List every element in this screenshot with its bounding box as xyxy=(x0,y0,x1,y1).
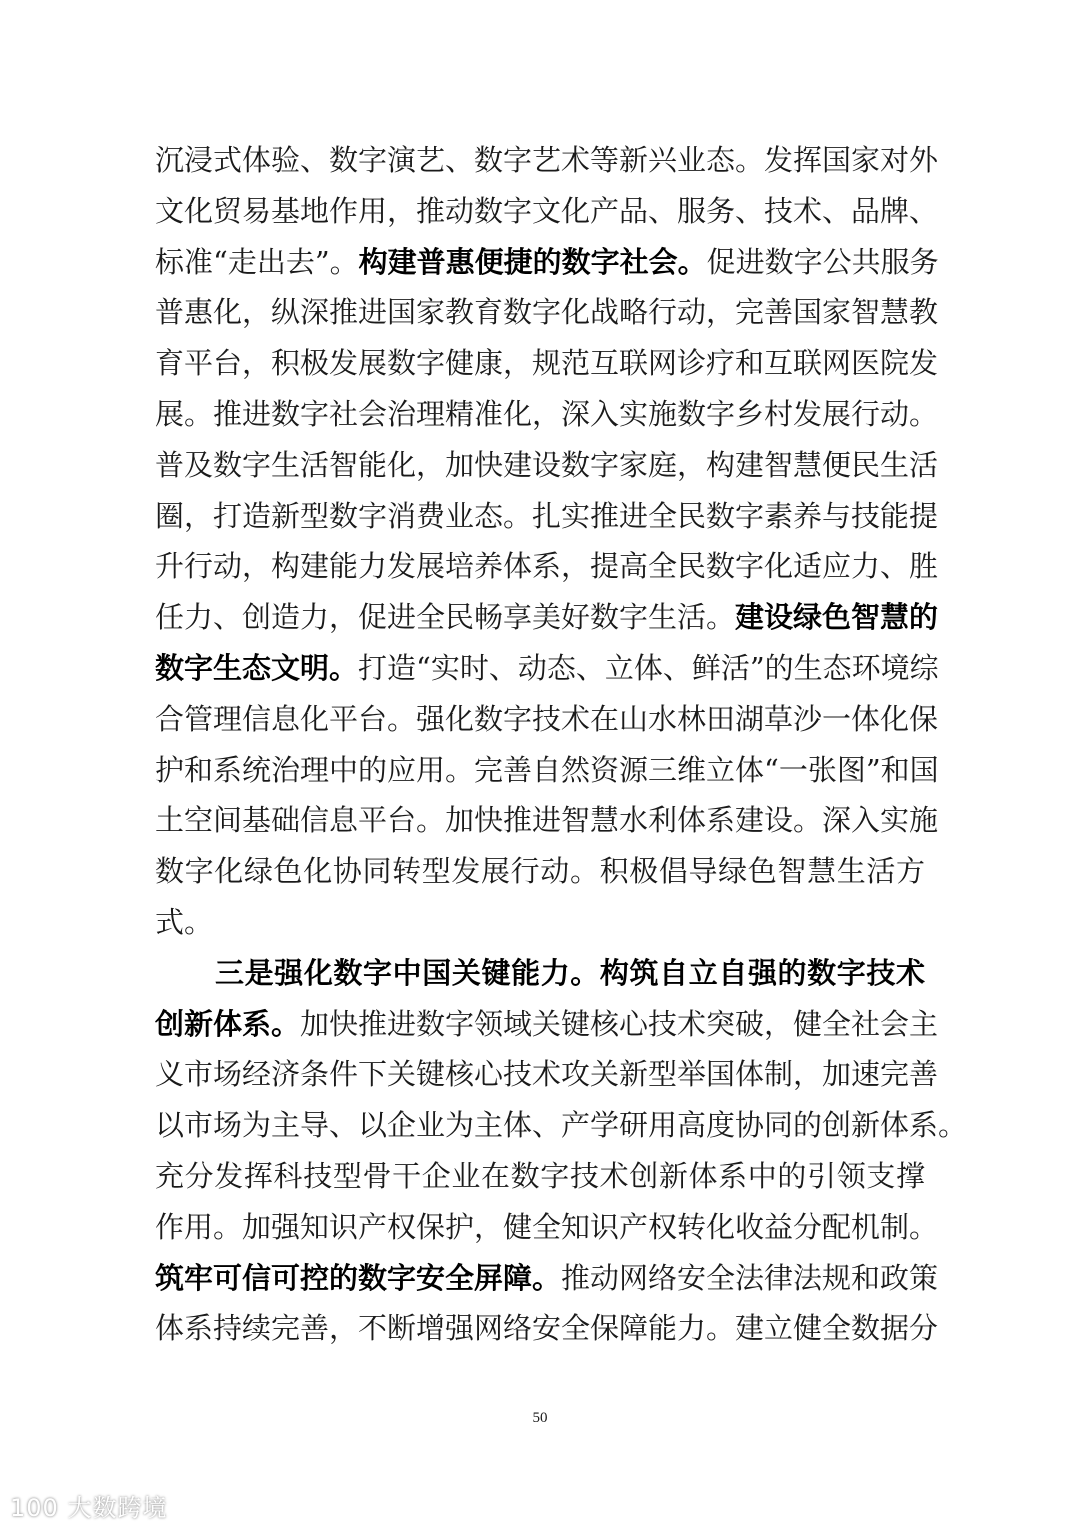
text-line xyxy=(155,1260,939,1295)
text-line xyxy=(155,447,939,482)
body-text: 推动网络安全法律法规和政策 xyxy=(561,1260,939,1295)
watermark-text: 大数跨境 xyxy=(67,1494,168,1522)
text-line xyxy=(155,1311,939,1346)
body-text: 圈，打造新型数字消费业态。扎实推进全民数字素养与技能提 xyxy=(155,498,939,533)
text-line xyxy=(155,193,939,228)
body-text: 加快推进数字领域关键核心技术突破，健全社会主 xyxy=(300,1006,939,1041)
body-text: 任力、创造力，促进全民畅享美好数字生活。 xyxy=(155,600,736,635)
text-line xyxy=(155,1209,939,1244)
text-line xyxy=(155,1057,939,1092)
text-line xyxy=(155,701,939,736)
text-line xyxy=(155,1159,925,1193)
bold-heading-text: 数字生态文明。 xyxy=(155,651,359,685)
body-text: 普及数字生活智能化，加快建设数字家庭，构建智慧便民生活 xyxy=(155,447,939,482)
watermark-logo-mark: 100 xyxy=(10,1494,59,1522)
text-line xyxy=(155,905,925,939)
body-text: 展。推进数字社会治理精准化，深入实施数字乡村发展行动。 xyxy=(155,397,939,431)
text-line xyxy=(155,1006,939,1041)
body-text: 以市场为主导、以企业为主体、产学研用高度协同的创新体系。 xyxy=(155,1108,968,1143)
body-text: 数字化绿色化协同转型发展行动。积极倡导绿色智慧生活方 xyxy=(155,854,925,889)
body-text: 土空间基础信息平台。加快推进智慧水利体系建设。深入实施 xyxy=(155,803,939,838)
text-line xyxy=(155,346,939,381)
body-text: 充分发挥科技型骨干企业在数字技术创新体系中的引领支撑 xyxy=(155,1159,925,1193)
body-text: 式。 xyxy=(155,905,214,939)
body-text: 标准“走出去”。 xyxy=(155,244,359,279)
body-text: 作用。加强知识产权保护，健全知识产权转化收益分配机制。 xyxy=(155,1209,939,1244)
body-text: 升行动，构建能力发展培养体系，提高全民数字化适应力、胜 xyxy=(155,549,939,584)
body-text: 文化贸易基地作用，推动数字文化产品、服务、技术、品牌、 xyxy=(155,193,939,228)
body-text: 普惠化，纵深推进国家教育数字化战略行动，完善国家智慧教 xyxy=(155,295,939,330)
body-text: 合管理信息化平台。强化数字技术在山水林田湖草沙一体化保 xyxy=(155,701,939,736)
text-line xyxy=(155,498,939,533)
watermark-logo xyxy=(10,1488,167,1523)
text-line xyxy=(155,752,939,787)
text-line xyxy=(155,600,939,635)
page-number: 50 xyxy=(532,1410,548,1426)
body-text: 育平台，积极发展数字健康，规范互联网诊疗和互联网医院发 xyxy=(155,346,939,381)
bold-heading-text: 构建普惠便捷的数字社会。 xyxy=(358,244,707,279)
text-line xyxy=(155,854,925,888)
text-line xyxy=(155,549,939,584)
bold-heading-text: 筑牢可信可控的数字安全屏障。 xyxy=(155,1260,562,1295)
bold-heading-text: 建设绿色智慧的 xyxy=(735,600,939,635)
text-line xyxy=(215,956,925,990)
text-line xyxy=(155,295,939,330)
bold-heading-text: 创新体系。 xyxy=(155,1006,301,1041)
body-text: 促进数字公共服务 xyxy=(706,244,939,279)
text-line xyxy=(155,244,939,279)
body-text: 打造“实时、动态、立体、鲜活”的生态环境综 xyxy=(358,651,939,685)
text-line xyxy=(155,651,939,685)
text-line xyxy=(155,143,939,177)
body-text: 体系持续完善，不断增强网络安全保障能力。建立健全数据分 xyxy=(155,1311,939,1346)
text-line xyxy=(155,1108,968,1143)
body-text: 义市场经济条件下关键核心技术攻关新型举国体制，加速完善 xyxy=(155,1057,939,1092)
bold-heading-text: 三是强化数字中国关键能力。构筑自立自强的数字技术 xyxy=(215,955,925,990)
body-text: 护和系统治理中的应用。完善自然资源三维立体“一张图”和国 xyxy=(155,752,939,787)
body-text: 沉浸式体验、数字演艺、数字艺术等新兴业态。发挥国家对外 xyxy=(155,143,939,177)
text-line xyxy=(155,803,939,838)
text-line xyxy=(155,397,939,431)
